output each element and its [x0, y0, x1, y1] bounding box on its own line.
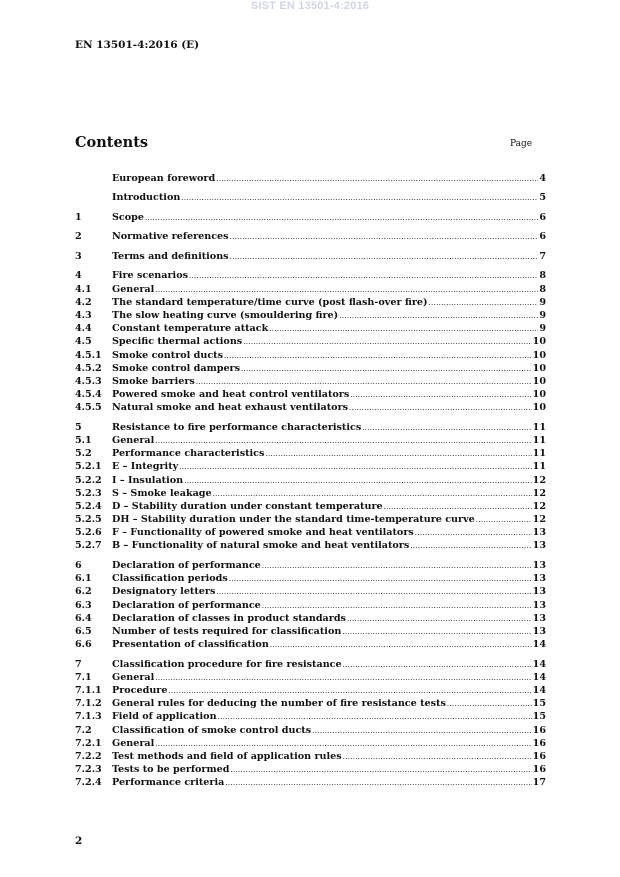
toc-entry-title: Classification periods: [112, 573, 228, 585]
toc-entry-title: General: [112, 671, 155, 683]
toc-leader-dots: [476, 516, 532, 524]
toc-entry-title: Normative references: [112, 231, 229, 243]
toc-entry-page: 10: [532, 336, 546, 348]
toc-leader-dots: [196, 378, 532, 386]
toc-entry-number: 4.5.2: [75, 362, 102, 374]
toc-entry-number: 1: [75, 211, 82, 223]
toc-entry-page: 14: [532, 639, 546, 651]
toc-entry-title: Performance criteria: [112, 777, 225, 789]
page-number: 2: [75, 835, 83, 847]
toc-entry-title: I – Insulation: [112, 474, 184, 486]
toc-entry-page: 11: [532, 448, 546, 460]
toc-entry-number: 4.2: [75, 296, 92, 308]
toc-entry-title: Resistance to fire performance characteristics: [112, 421, 362, 433]
toc-entry-title: Scope: [112, 211, 144, 223]
toc-leader-dots: [218, 713, 532, 721]
toc-entry[interactable]: [75, 251, 546, 264]
toc-leader-dots: [362, 424, 531, 432]
toc-entry[interactable]: [75, 336, 546, 349]
toc-entry-title: DH – Stability duration under the standard time-temperature curve: [112, 514, 475, 526]
toc-entry-number: 5.2: [75, 448, 92, 460]
toc-leader-dots: [230, 233, 539, 241]
toc-entry-number: 5.2.4: [75, 500, 102, 512]
toc-entry-title: Classification procedure for fire resistance: [112, 658, 342, 670]
toc-entry-number: 5: [75, 421, 82, 433]
toc-entry-number: 7.1.1: [75, 684, 102, 696]
toc-leader-dots: [145, 214, 538, 222]
toc-entry-page: 6: [539, 211, 546, 223]
toc-entry-title: General: [112, 737, 155, 749]
toc-entry-page: 11: [532, 434, 546, 446]
toc-entry[interactable]: [75, 698, 546, 711]
toc-entry[interactable]: [75, 613, 546, 626]
toc-entry[interactable]: [75, 389, 546, 402]
toc-entry-page: 11: [532, 421, 546, 433]
toc-leader-dots: [155, 437, 531, 445]
toc-entry-title: Number of tests required for classification: [112, 625, 342, 637]
toc-leader-dots: [181, 194, 538, 202]
toc-entry[interactable]: [75, 501, 546, 514]
toc-entry-title: General rules for deducing the number of fire resistance tests: [112, 698, 446, 710]
toc-entry-title: Designatory letters: [112, 586, 216, 598]
toc-entry-page: 13: [532, 586, 546, 598]
toc-leader-dots: [347, 615, 532, 623]
toc-leader-dots: [262, 602, 532, 610]
toc-leader-dots: [265, 450, 531, 458]
toc-entry[interactable]: [75, 527, 546, 540]
toc-entry-number: 3: [75, 250, 82, 262]
toc-entry-number: 6.4: [75, 612, 92, 624]
toc-entry-page: 14: [532, 658, 546, 670]
toc-entry-number: 5.2.1: [75, 461, 102, 473]
toc-entry-number: 7.1: [75, 671, 92, 683]
toc-entry-number: 4.1: [75, 283, 92, 295]
toc-leader-dots: [216, 588, 531, 596]
toc-entry[interactable]: [75, 212, 546, 225]
toc-entry[interactable]: [75, 192, 546, 205]
toc-entry-number: 7.2.2: [75, 750, 102, 762]
toc-leader-dots: [384, 503, 532, 511]
toc-entry-title: Powered smoke and heat control ventilators: [112, 389, 350, 401]
toc-entry-page: 14: [532, 671, 546, 683]
toc-entry-page: 12: [532, 474, 546, 486]
toc-entry[interactable]: [75, 323, 546, 336]
toc-entry-title: B – Functionality of natural smoke and heat ventilators: [112, 540, 410, 552]
toc-entry-title: Fire scenarios: [112, 270, 188, 282]
toc-entry-page: 13: [532, 540, 546, 552]
toc-entry[interactable]: [75, 777, 546, 790]
toc-leader-dots: [243, 338, 531, 346]
toc-entry[interactable]: [75, 672, 546, 685]
toc-entry-number: 6.3: [75, 599, 92, 611]
toc-entry-number: 7.2.1: [75, 737, 102, 749]
toc-leader-dots: [168, 687, 531, 695]
toc-entry-title: Declaration of performance: [112, 559, 261, 571]
toc-leader-dots: [415, 529, 532, 537]
toc-entry[interactable]: [75, 310, 546, 323]
toc-entry-title: Introduction: [112, 192, 181, 204]
toc-entry-number: 6.2: [75, 586, 92, 598]
toc-entry[interactable]: [75, 540, 546, 553]
toc-entry-number: 4: [75, 270, 82, 282]
toc-entry[interactable]: [75, 751, 546, 764]
toc-entry[interactable]: [75, 350, 546, 363]
toc-leader-dots: [184, 477, 532, 485]
toc-leader-dots: [339, 312, 538, 320]
toc-entry[interactable]: [75, 231, 546, 244]
toc-entry-page: 16: [532, 737, 546, 749]
toc-entry[interactable]: [75, 560, 546, 573]
toc-entry[interactable]: [75, 639, 546, 652]
toc-entry-number: 5.1: [75, 434, 92, 446]
toc-leader-dots: [429, 299, 539, 307]
toc-entry-number: 7.2.3: [75, 764, 102, 776]
toc-entry-page: 13: [532, 612, 546, 624]
document-id: EN 13501-4:2016 (E): [75, 39, 200, 51]
toc-entry-number: 4.5.5: [75, 402, 102, 414]
toc-entry[interactable]: [75, 475, 546, 488]
toc-entry-page: 9: [539, 296, 546, 308]
toc-entry-title: European foreword: [112, 173, 216, 184]
toc-entry[interactable]: [75, 600, 546, 613]
toc-entry-page: 16: [532, 724, 546, 736]
table-of-contents: [75, 173, 546, 790]
toc-entry-page: 8: [539, 270, 546, 282]
toc-entry-page: 17: [532, 777, 546, 789]
toc-leader-dots: [216, 175, 538, 183]
toc-entry-number: 7.1.2: [75, 698, 102, 710]
toc-entry[interactable]: [75, 626, 546, 639]
toc-entry-number: 5.2.7: [75, 540, 102, 552]
toc-entry[interactable]: [75, 270, 546, 283]
toc-entry[interactable]: [75, 284, 546, 297]
toc-entry-title: Tests to be performed: [112, 764, 230, 776]
page-title: Contents: [75, 134, 149, 151]
toc-entry[interactable]: [75, 422, 546, 435]
toc-leader-dots: [350, 391, 531, 399]
toc-entry-page: 6: [539, 231, 546, 243]
toc-entry-page: 11: [532, 461, 546, 473]
toc-leader-dots: [155, 674, 531, 682]
toc-entry-page: 15: [532, 698, 546, 710]
toc-entry-title: E – Integrity: [112, 461, 179, 473]
toc-entry-title: Performance characteristics: [112, 448, 265, 460]
toc-entry[interactable]: [75, 711, 546, 724]
toc-entry[interactable]: [75, 573, 546, 586]
toc-entry-title: S – Smoke leakage: [112, 487, 212, 499]
toc-entry-title: Natural smoke and heat exhaust ventilators: [112, 402, 349, 414]
toc-entry[interactable]: [75, 376, 546, 389]
toc-entry-number: 5.2.5: [75, 514, 102, 526]
toc-leader-dots: [241, 365, 532, 373]
toc-leader-dots: [155, 740, 531, 748]
toc-entry-number: 6.5: [75, 625, 92, 637]
toc-leader-dots: [342, 628, 531, 636]
toc-entry-title: The slow heating curve (smouldering fire): [112, 309, 339, 321]
toc-entry-number: 7.2.4: [75, 777, 102, 789]
toc-entry[interactable]: [75, 685, 546, 698]
toc-leader-dots: [189, 272, 538, 280]
toc-entry-page: 10: [532, 362, 546, 374]
toc-entry[interactable]: [75, 488, 546, 501]
toc-leader-dots: [349, 404, 532, 412]
toc-entry-number: 4.5.1: [75, 349, 102, 361]
toc-entry-number: 4.5.3: [75, 375, 102, 387]
toc-entry-number: 7: [75, 658, 82, 670]
toc-entry-title: Terms and definitions: [112, 250, 229, 262]
toc-entry[interactable]: [75, 659, 546, 672]
toc-entry-title: Smoke barriers: [112, 375, 195, 387]
toc-leader-dots: [343, 753, 532, 761]
toc-entry-number: 7.2: [75, 724, 92, 736]
watermark: SIST EN 13501-4:2016: [250, 0, 370, 12]
toc-entry-number: 4.4: [75, 323, 92, 335]
toc-entry-title: D – Stability duration under constant temperature: [112, 500, 383, 512]
toc-entry[interactable]: [75, 402, 546, 415]
toc-entry-page: 16: [532, 750, 546, 762]
toc-leader-dots: [410, 542, 531, 550]
toc-entry-page: 7: [539, 250, 546, 262]
toc-entry-title: General: [112, 434, 155, 446]
toc-entry[interactable]: [75, 448, 546, 461]
page-column-label: Page: [510, 139, 533, 149]
toc-entry-title: Declaration of performance: [112, 599, 261, 611]
toc-leader-dots: [343, 661, 532, 669]
toc-leader-dots: [224, 352, 532, 360]
toc-entry-number: 4.3: [75, 309, 92, 321]
toc-leader-dots: [270, 641, 532, 649]
toc-entry-title: F – Functionality of powered smoke and heat ventilators: [112, 527, 414, 539]
toc-entry-page: 13: [532, 527, 546, 539]
toc-entry-title: Procedure: [112, 684, 168, 696]
toc-entry-page: 4: [539, 173, 546, 184]
toc-entry[interactable]: [75, 514, 546, 527]
toc-leader-dots: [155, 286, 538, 294]
toc-entry-page: 12: [532, 487, 546, 499]
toc-leader-dots: [213, 490, 532, 498]
toc-entry[interactable]: [75, 725, 546, 738]
toc-entry-title: Test methods and field of application rules: [112, 750, 342, 762]
toc-entry-number: 6: [75, 559, 82, 571]
toc-entry-page: 10: [532, 389, 546, 401]
toc-leader-dots: [229, 575, 532, 583]
toc-entry-title: Presentation of classification: [112, 639, 269, 651]
toc-entry-page: 12: [532, 514, 546, 526]
toc-entry-page: 15: [532, 711, 546, 723]
toc-entry-page: 13: [532, 573, 546, 585]
toc-leader-dots: [269, 325, 538, 333]
toc-entry-page: 13: [532, 625, 546, 637]
toc-entry-page: 10: [532, 375, 546, 387]
toc-leader-dots: [447, 700, 532, 708]
toc-entry-number: 4.5: [75, 336, 92, 348]
toc-entry-number: 7.1.3: [75, 711, 102, 723]
toc-entry-number: 6.1: [75, 573, 92, 585]
toc-entry[interactable]: [75, 173, 546, 186]
toc-entry-number: 6.6: [75, 639, 92, 651]
toc-entry-page: 10: [532, 402, 546, 414]
toc-entry-page: 13: [532, 559, 546, 571]
toc-leader-dots: [230, 766, 531, 774]
toc-entry-title: General: [112, 283, 155, 295]
toc-entry-page: 9: [539, 309, 546, 321]
toc-leader-dots: [230, 253, 539, 261]
toc-entry[interactable]: [75, 586, 546, 599]
toc-entry-page: 12: [532, 500, 546, 512]
toc-leader-dots: [225, 779, 531, 787]
toc-leader-dots: [179, 463, 531, 471]
toc-entry[interactable]: [75, 363, 546, 376]
toc-entry-number: 4.5.4: [75, 389, 102, 401]
toc-entry-page: 9: [539, 323, 546, 335]
toc-entry-number: 5.2.2: [75, 474, 102, 486]
toc-entry-page: 14: [532, 684, 546, 696]
toc-entry-title: Specific thermal actions: [112, 336, 243, 348]
toc-entry-title: Smoke control dampers: [112, 362, 240, 374]
toc-entry[interactable]: [75, 461, 546, 474]
toc-entry-page: 8: [539, 283, 546, 295]
toc-entry-title: Classification of smoke control ducts: [112, 724, 312, 736]
toc-leader-dots: [262, 562, 532, 570]
toc-entry[interactable]: [75, 297, 546, 310]
toc-entry-number: 2: [75, 231, 82, 243]
toc-entry[interactable]: [75, 435, 546, 448]
toc-entry-title: Constant temperature attack: [112, 323, 269, 335]
toc-entry-number: 5.2.3: [75, 487, 102, 499]
toc-entry-title: Smoke control ducts: [112, 349, 224, 361]
toc-entry-page: 16: [532, 764, 546, 776]
toc-entry-page: 10: [532, 349, 546, 361]
toc-entry-page: 13: [532, 599, 546, 611]
toc-entry-title: Declaration of classes in product standards: [112, 612, 346, 624]
toc-entry-page: 5: [539, 192, 546, 204]
toc-entry[interactable]: [75, 764, 546, 777]
toc-entry-title: The standard temperature/time curve (post flash-over fire): [112, 296, 428, 308]
toc-entry-title: Field of application: [112, 711, 217, 723]
toc-entry[interactable]: [75, 738, 546, 751]
toc-entry-number: 5.2.6: [75, 527, 102, 539]
toc-leader-dots: [312, 727, 532, 735]
